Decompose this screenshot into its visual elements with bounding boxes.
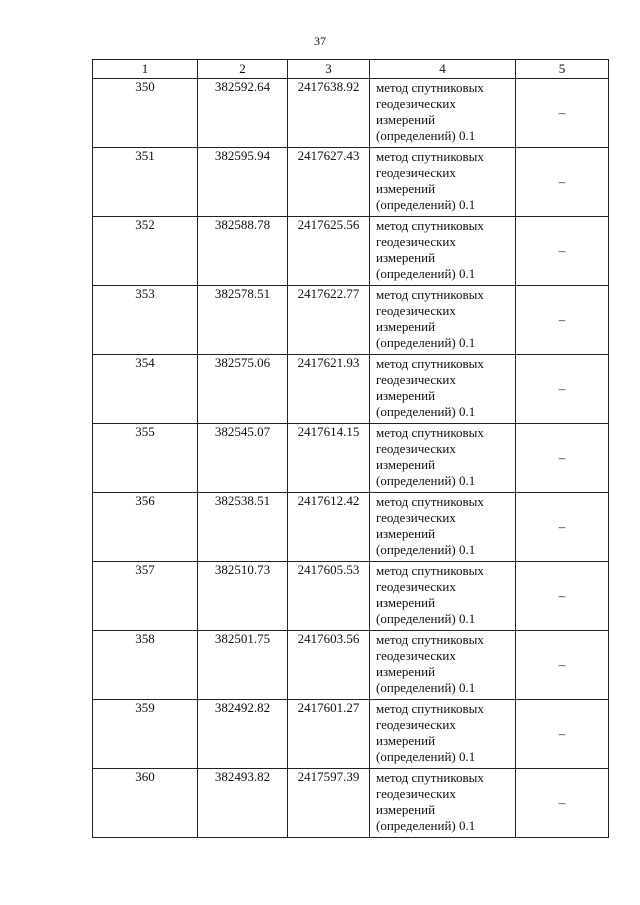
- extra-value: –: [516, 424, 609, 493]
- point-number: 357: [93, 562, 198, 631]
- point-number: 352: [93, 217, 198, 286]
- point-number: 360: [93, 769, 198, 838]
- extra-value: –: [516, 769, 609, 838]
- table-row: [93, 631, 609, 700]
- method-description: метод спутниковых геодезических измерений (определений) 0.1: [370, 562, 516, 631]
- header-col-3: 3: [288, 60, 370, 79]
- method-description: метод спутниковых геодезических измерений (определений) 0.1: [370, 631, 516, 700]
- coord-y: 2417603.56: [288, 631, 370, 700]
- point-number: 355: [93, 424, 198, 493]
- header-col-5: 5: [516, 60, 609, 79]
- table-row: [93, 355, 609, 424]
- extra-value: –: [516, 286, 609, 355]
- extra-value: –: [516, 355, 609, 424]
- coord-y: 2417614.15: [288, 424, 370, 493]
- coord-y: 2417621.93: [288, 355, 370, 424]
- table-row: [93, 286, 609, 355]
- header-col-4: 4: [370, 60, 516, 79]
- coord-x: 382510.73: [198, 562, 288, 631]
- method-description: метод спутниковых геодезических измерений (определений) 0.1: [370, 769, 516, 838]
- coord-y: 2417605.53: [288, 562, 370, 631]
- coord-y: 2417638.92: [288, 79, 370, 148]
- header-col-1: 1: [93, 60, 198, 79]
- point-number: 350: [93, 79, 198, 148]
- coord-y: 2417622.77: [288, 286, 370, 355]
- method-description: метод спутниковых геодезических измерений (определений) 0.1: [370, 286, 516, 355]
- header-col-2: 2: [198, 60, 288, 79]
- point-number: 358: [93, 631, 198, 700]
- table-body: [93, 79, 609, 838]
- coord-y: 2417612.42: [288, 493, 370, 562]
- coord-x: 382595.94: [198, 148, 288, 217]
- coord-x: 382538.51: [198, 493, 288, 562]
- method-description: метод спутниковых геодезических измерений (определений) 0.1: [370, 700, 516, 769]
- extra-value: –: [516, 493, 609, 562]
- table-row: [93, 562, 609, 631]
- coord-x: 382575.06: [198, 355, 288, 424]
- coord-x: 382592.64: [198, 79, 288, 148]
- coordinates-table: [92, 59, 609, 838]
- point-number: 356: [93, 493, 198, 562]
- table-row: [93, 493, 609, 562]
- coord-y: 2417601.27: [288, 700, 370, 769]
- table-row: [93, 769, 609, 838]
- method-description: метод спутниковых геодезических измерений (определений) 0.1: [370, 355, 516, 424]
- extra-value: –: [516, 148, 609, 217]
- coord-y: 2417625.56: [288, 217, 370, 286]
- point-number: 351: [93, 148, 198, 217]
- coord-y: 2417597.39: [288, 769, 370, 838]
- page-number: 37: [314, 34, 326, 48]
- point-number: 353: [93, 286, 198, 355]
- table-row: [93, 79, 609, 148]
- coord-x: 382492.82: [198, 700, 288, 769]
- point-number: 359: [93, 700, 198, 769]
- coord-y: 2417627.43: [288, 148, 370, 217]
- method-description: метод спутниковых геодезических измерений (определений) 0.1: [370, 217, 516, 286]
- table-row: [93, 217, 609, 286]
- extra-value: –: [516, 217, 609, 286]
- table-row: [93, 148, 609, 217]
- table-row: [93, 424, 609, 493]
- method-description: метод спутниковых геодезических измерений (определений) 0.1: [370, 79, 516, 148]
- point-number: 354: [93, 355, 198, 424]
- extra-value: –: [516, 631, 609, 700]
- coord-x: 382588.78: [198, 217, 288, 286]
- table-row: [93, 700, 609, 769]
- coord-x: 382545.07: [198, 424, 288, 493]
- coord-x: 382578.51: [198, 286, 288, 355]
- coord-x: 382501.75: [198, 631, 288, 700]
- extra-value: –: [516, 700, 609, 769]
- method-description: метод спутниковых геодезических измерений (определений) 0.1: [370, 148, 516, 217]
- extra-value: –: [516, 79, 609, 148]
- table-header-row: [93, 60, 609, 79]
- method-description: метод спутниковых геодезических измерений (определений) 0.1: [370, 493, 516, 562]
- coord-x: 382493.82: [198, 769, 288, 838]
- extra-value: –: [516, 562, 609, 631]
- method-description: метод спутниковых геодезических измерений (определений) 0.1: [370, 424, 516, 493]
